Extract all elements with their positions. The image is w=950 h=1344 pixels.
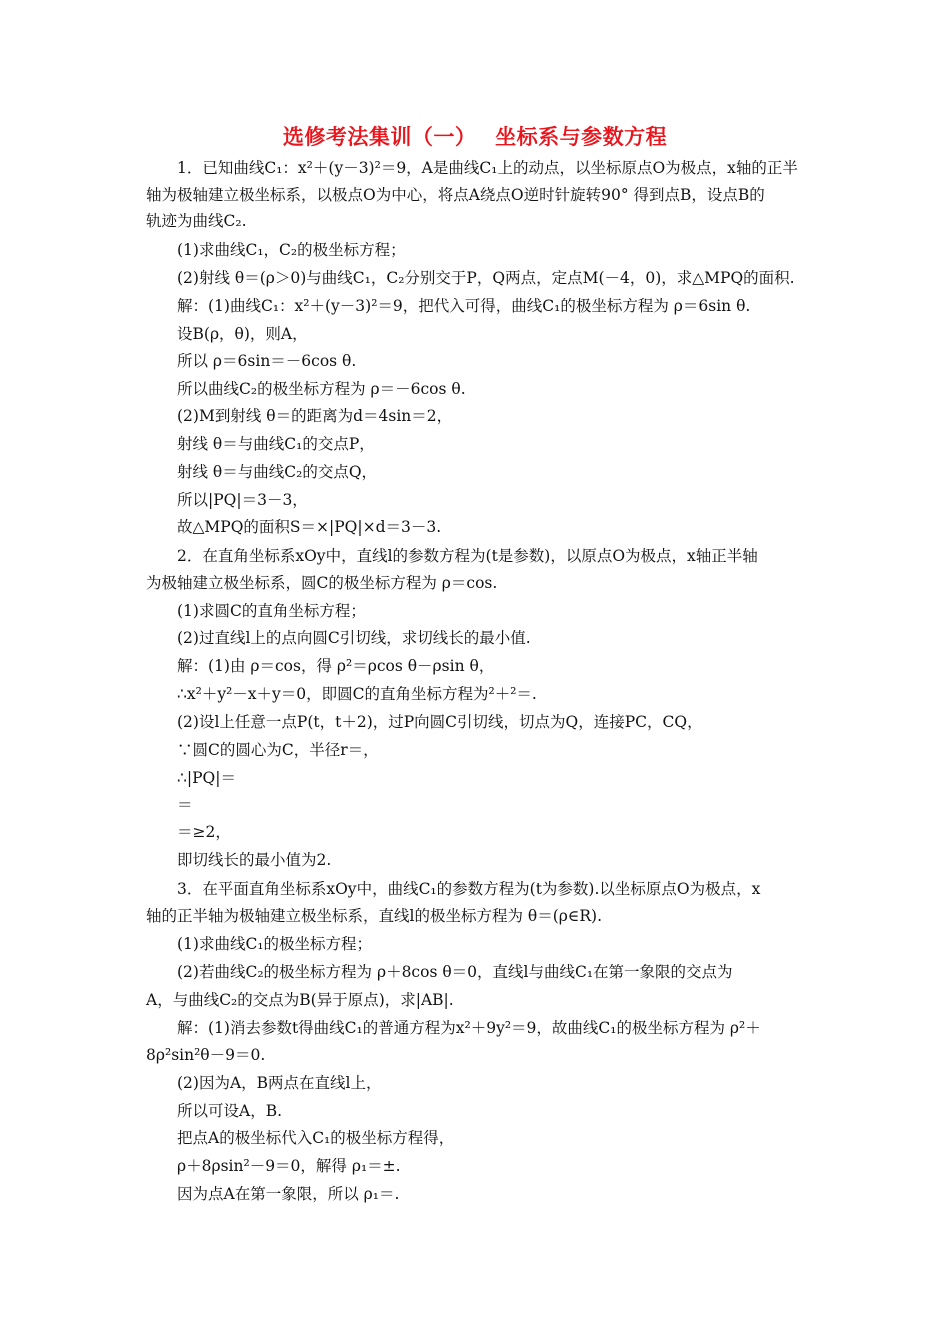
text-line: (1)求曲线C₁，C₂的极坐标方程；	[177, 241, 406, 259]
text-line: (2)M到射线 θ＝的距离为d＝4sin＝2，	[177, 407, 453, 425]
text-line: 解：(1)由 ρ＝cos，得 ρ²＝ρcos θ－ρsin θ，	[177, 657, 495, 675]
text-line: (2)因为A，B两点在直线l上，	[177, 1074, 382, 1092]
text-line: 为极轴建立极坐标系，圆C的极坐标方程为 ρ＝cos.	[146, 574, 498, 592]
text-line: 3．在平面直角坐标系xOy中，曲线C₁的参数方程为(t为参数).以坐标原点O为极点，x	[177, 880, 761, 898]
text-line: ρ＋8ρsin²－9＝0，解得 ρ₁＝±.	[177, 1157, 401, 1175]
text-line: 射线 θ＝与曲线C₂的交点Q，	[177, 463, 378, 481]
text-line: 故△MPQ的面积S＝×|PQ|×d＝3－3.	[177, 518, 442, 536]
text-line: (2)设l上任意一点P(t，t＋2)，过P向圆C引切线，切点为Q，连接PC，CQ，	[177, 713, 703, 731]
text-line: (1)求圆C的直角坐标方程；	[177, 602, 366, 620]
text-line: (1)求曲线C₁的极坐标方程；	[177, 935, 373, 953]
text-line: 1．已知曲线C₁：x²＋(y－3)²＝9，A是曲线C₁上的动点，以坐标原点O为极点，x轴的正半	[177, 159, 798, 177]
text-line: 轴的正半轴为极轴建立极坐标系，直线l的极坐标方程为 θ＝(ρ∈R).	[146, 907, 602, 925]
text-line: 2．在直角坐标系xOy中，直线l的参数方程为(t是参数)，以原点O为极点，x轴正半轴	[177, 547, 758, 565]
text-line: (2)若曲线C₂的极坐标方程为 ρ＋8cos θ＝0，直线l与曲线C₁在第一象限的交点为	[177, 963, 733, 981]
text-line: 所以曲线C₂的极坐标方程为 ρ＝－6cos θ.	[177, 380, 466, 398]
text-line: ＝≥2，	[177, 823, 231, 841]
text-line: 解：(1)曲线C₁：x²＋(y－3)²＝9，把代入可得，曲线C₁的极坐标方程为 ρ＝6sin θ.	[177, 297, 751, 315]
text-line: 所以 ρ＝6sin＝－6cos θ.	[177, 352, 357, 370]
text-line: ＝	[177, 796, 193, 814]
text-line: ∴|PQ|＝	[177, 769, 236, 787]
text-line: (2)过直线l上的点向圆C引切线，求切线长的最小值.	[177, 629, 531, 647]
page-title: 选修考法集训（一） 坐标系与参数方程	[282, 125, 668, 149]
text-line: 所以可设A，B.	[177, 1102, 283, 1120]
text-line: 即切线长的最小值为2.	[177, 851, 332, 869]
text-line: (2)射线 θ＝(ρ＞0)与曲线C₁，C₂分别交于P，Q两点，定点M(－4，0)，求△MPQ的面积.	[177, 269, 795, 287]
text-line: 轨迹为曲线C₂.	[146, 212, 247, 230]
text-line: 射线 θ＝与曲线C₁的交点P，	[177, 435, 375, 453]
text-line: 所以|PQ|＝3－3，	[177, 491, 308, 509]
text-line: 解：(1)消去参数t得曲线C₁的普通方程为x²＋9y²＝9，故曲线C₁的极坐标方程为 ρ²＋	[177, 1019, 761, 1037]
text-line: ∴x²＋y²－x＋y＝0，即圆C的直角坐标方程为²＋²＝.	[177, 685, 537, 703]
text-line: 8ρ²sin²θ－9＝0.	[146, 1046, 266, 1064]
text-line: ∵圆C的圆心为C，半径r＝，	[177, 741, 379, 759]
text-line: 把点A的极坐标代入C₁的极坐标方程得，	[177, 1129, 455, 1147]
text-line: 设B(ρ，θ)，则A，	[177, 325, 308, 343]
text-line: A，与曲线C₂的交点为B(异于原点)，求|AB|.	[146, 991, 454, 1009]
text-line: 因为点A在第一象限，所以 ρ₁＝.	[177, 1185, 400, 1203]
text-line: 轴为极轴建立极坐标系，以极点O为中心，将点A绕点O逆时针旋转90° 得到点B，设点B的	[146, 186, 765, 204]
